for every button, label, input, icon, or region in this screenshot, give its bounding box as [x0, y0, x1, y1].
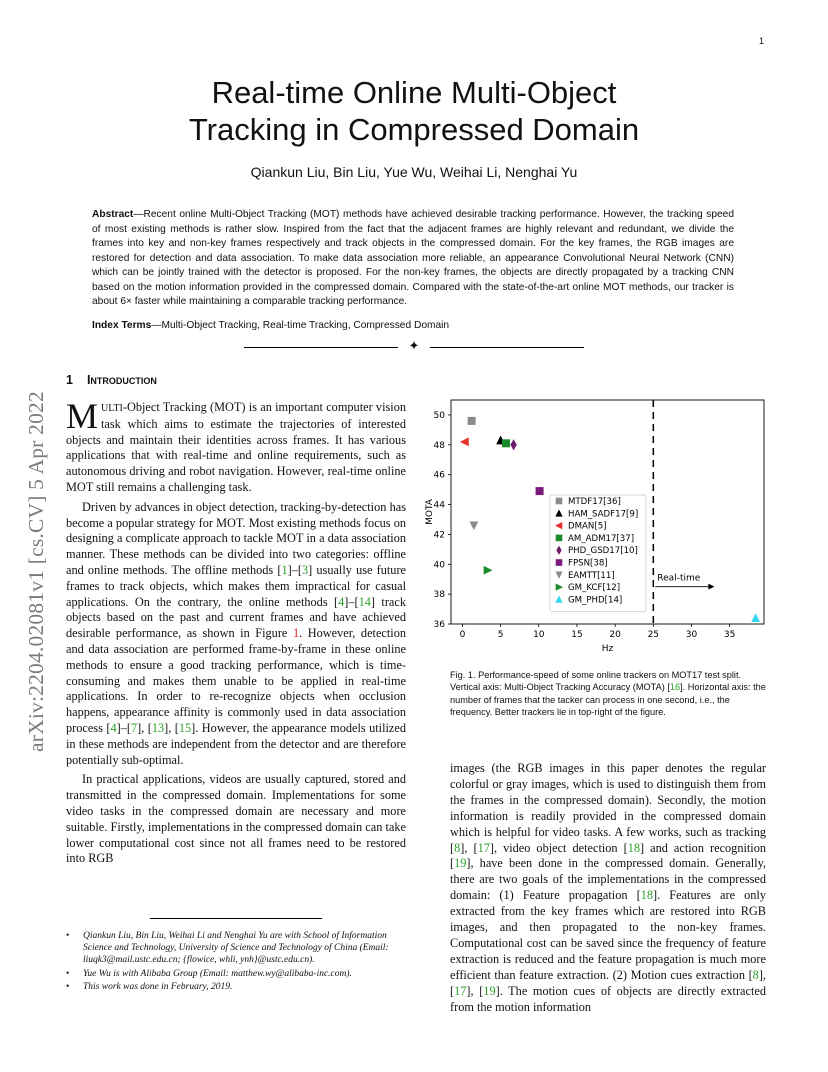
text-run: ], have been done in the compressed domain. Generally, there are two goals of the implementations in the compressed domain: (1) Feature propagation [: [450, 856, 766, 903]
legend-label: MTDF17[36]: [568, 497, 621, 507]
section-heading: [66, 373, 157, 387]
citation-link[interactable]: 4: [110, 720, 117, 735]
text-run: ], [: [137, 720, 152, 735]
y-tick-label: 44: [433, 500, 445, 511]
index-terms-label: Index Terms: [92, 320, 152, 331]
arxiv-stamp: [24, 302, 46, 752]
citation-link[interactable]: 8: [454, 840, 461, 855]
legend-label: GM_PHD[14]: [568, 595, 623, 606]
x-tick-label: 20: [609, 630, 621, 640]
footnote-text: This work was done in February, 2019.: [83, 981, 233, 992]
text-run: ], video object detection [: [489, 840, 628, 855]
page-number: 1: [758, 36, 764, 46]
text-run: ], [: [460, 840, 478, 855]
arxiv-identifier: arXiv:2204.02081v1 [cs.CV] 5 Apr 2022: [24, 391, 48, 752]
index-terms: [92, 320, 734, 331]
chart-legend: [550, 495, 646, 612]
y-tick-label: 46: [433, 470, 445, 481]
citation-link[interactable]: 17: [477, 840, 490, 855]
x-tick-label: 35: [723, 630, 736, 640]
text-run: ]. However, the appearance models utilized in these methods are independent from the detector and are therefore potentially sub-optimal.: [66, 720, 406, 767]
footnote-rule: [150, 918, 322, 919]
data-point-mtdf17-36: [468, 417, 476, 425]
intro-paragraph-1: [66, 396, 406, 496]
section-title: Introduction: [86, 373, 157, 387]
text-run: ] track objects based on the past and current frames and have achieved desirable performance, as shown in Figure: [66, 594, 406, 641]
y-tick-label: 40: [433, 560, 445, 571]
y-tick-label: 50: [433, 410, 445, 421]
text-run: ]–[: [116, 720, 131, 735]
y-tick-label: 38: [433, 590, 445, 601]
data-point-am-adm17-37: [502, 439, 510, 447]
data-point-fpsn-38: [536, 487, 544, 495]
citation-link[interactable]: 17: [454, 983, 467, 998]
legend-marker-icon: [556, 498, 563, 505]
legend-label: PHD_GSD17[10]: [568, 546, 638, 557]
y-tick-label: 42: [433, 530, 445, 541]
citation-link[interactable]: 19: [454, 856, 467, 871]
legend-label: EAMTT[11]: [568, 570, 615, 581]
legend-label: DMAN[5]: [568, 521, 607, 532]
y-tick-label: 36: [433, 620, 445, 630]
data-point-eamtt-11: [470, 521, 479, 530]
citation-link[interactable]: 7: [130, 720, 138, 735]
left-column-text: [66, 396, 406, 871]
data-point-gm-phd-14: [751, 613, 760, 622]
text-run: ]. Features are only extracted from the key frames which are restored into RGB images, and then propagated to the non-key frames. Computational cost can be saved since the frequency of feature extraction is reduced and the feature propagation is much more efficient than feature extraction. (2) Motion cues extraction [: [450, 888, 766, 982]
text-run: ]–[: [287, 562, 302, 577]
citation-link[interactable]: 16: [669, 682, 681, 693]
citation-link[interactable]: 18: [627, 840, 641, 855]
bullet-icon: •: [66, 968, 70, 979]
footnote-2: [66, 968, 406, 980]
citation-link[interactable]: 3: [301, 562, 309, 577]
legend-label: FPSN[38]: [568, 558, 608, 569]
x-tick-label: 25: [647, 630, 660, 640]
footnote-text: Qiankun Liu, Bin Liu, Weihai Li and Nenghai Yu are with School of Information Science and Technology, University of Science and Technology of China (Email: liuqk3@mail.ustc.edu.cn; {flowice, whli, ynh}@ustc.edu.cn).: [83, 931, 389, 966]
intro-p1-text: -Object Tracking (MOT) is an important computer vision task which aims to estimate the trajectories of interested objects and maintain their identities across frames. It has various applications that with real-time and online requirements, such as autonomous driving and robot navigation. However, real-time online MOT still remains a challenging task.: [66, 400, 406, 494]
drop-cap-smallcaps: ULTI: [101, 403, 123, 414]
section-divider: [244, 340, 584, 354]
title-line-2: Tracking in Compressed Domain: [188, 112, 640, 147]
text-run: images (the RGB images in this paper denotes the regular colorful or gray images, which is used to distinguish them from the frames in the compressed domain). Secondly, the motion information is readily provided in the compressed domain which is helpful for video tasks. A few works, such as tracking [: [450, 761, 766, 855]
legend-label: HAM_SADF17[9]: [568, 509, 639, 520]
caption-text: ]. Horizontal axis: the number of frames that the tacker can process in one second, i.e., the frequency. Better trackers lie in top-right of the figure.: [450, 682, 766, 717]
footnotes: [66, 930, 406, 994]
citation-link[interactable]: 15: [178, 720, 192, 735]
author-list: Qiankun Liu, Bin Liu, Yue Wu, Weihai Li, Nenghai Yu: [250, 164, 578, 180]
data-point-dman-5: [460, 437, 469, 446]
footnote-text: Yue Wu is with Alibaba Group (Email: matthew.wy@alibaba-inc.com).: [83, 968, 352, 979]
x-tick-label: 30: [685, 630, 698, 640]
citation-link[interactable]: 8: [752, 967, 759, 982]
real-time-label: Real-time: [657, 573, 701, 584]
data-point-gm-kcf-12: [484, 566, 493, 575]
abstract-text: —Recent online Multi-Object Tracking (MOT) methods have achieved desirable tracking performance. However, the tracking speed of most existing methods is rather slow. Inspired from the fact that the adjacent frames are highly relevant and redundant, we divide the frames into key and non-key frames respectively and track objects in the compressed domain. For the key frames, the RGB images are restored for detection and data association. To make data association more reliable, an appearance Convolutional Neural Network (CNN) which can be jointly trained with the detector is proposed. For the non-key frames, the objects are directly propagated by a tracking CNN based on the motion information provided in the compressed domain. Compared with the state-of-the-art online MOT methods, our tracker is about 6× faster while maintaining a comparable tracking performance.: [92, 209, 734, 307]
divider-line-right: [430, 347, 584, 348]
intro-paragraph-3: In practical applications, videos are usually captured, stored and transmitted in the compressed domain. Implementations for some video tasks in the compressed domain are necessary and more suitable. Firstly, implementations in the compressed domain can take lower computational cost since not all frames need to be restored into RGB: [66, 772, 406, 866]
y-tick-label: 48: [433, 440, 445, 451]
legend-label: GM_KCF[12]: [568, 583, 621, 594]
bullet-icon: •: [66, 981, 70, 992]
citation-link[interactable]: 19: [483, 983, 496, 998]
divider-star-icon: ✦: [408, 338, 420, 353]
text-run: ] and action recognition [: [450, 840, 767, 871]
text-run: ], [: [466, 983, 484, 998]
performance-speed-chart: [420, 394, 770, 662]
x-tick-label: 10: [533, 630, 545, 640]
bullet-icon: •: [66, 931, 70, 941]
x-tick-label: 5: [497, 630, 504, 640]
footnote-1: [66, 930, 406, 967]
y-axis-label: MOTA: [425, 499, 435, 525]
text-run: ], [: [164, 720, 179, 735]
title-line-1: Real-time Online Multi-Object: [211, 75, 617, 110]
data-point-phd-gsd17-10: [510, 439, 516, 450]
divider-line-left: [244, 347, 398, 348]
index-terms-text: —Multi-Object Tracking, Real-time Tracking, Compressed Domain: [151, 320, 450, 331]
citation-link[interactable]: 4: [338, 594, 345, 609]
text-run: . However, detection and data association are performed frame-by-frame in these online methods to ensure a good tracking performance, which is time-consuming and makes them unable to be applied in real-time applications. In order to re-recognize objects when occlusion happens, appearance affinity is commonly used in data association process [: [66, 626, 406, 735]
text-run: ]. The motion cues of objects are directly extracted from the motion information: [450, 983, 766, 1014]
arrow-head-icon: [708, 584, 714, 590]
citation-link[interactable]: 14: [358, 594, 371, 609]
x-tick-label: 15: [571, 630, 583, 640]
right-column-text: [450, 761, 766, 1016]
x-axis-label: Hz: [601, 644, 614, 654]
text-run: ], [: [450, 967, 766, 998]
section-number: 1: [66, 373, 73, 387]
citation-link[interactable]: 18: [640, 888, 654, 903]
legend-label: AM_ADM17[37]: [568, 533, 635, 544]
text-run: Driven by advances in object detection, tracking-by-detection has become a popular strategy for MOT. Most existing methods focus on designing a complicate approach to tackle MOT in a data association manner. These methods can be divided into two categories: offline and online methods. The offline methods [: [66, 499, 406, 577]
caption-text: Fig. 1. Performance-speed of some online trackers on MOT17 test split. Vertical axis: Multi-Object Tracking Accuracy (MOTA) [: [450, 670, 742, 693]
citation-link[interactable]: 13: [151, 720, 165, 735]
text-run: ] usually use future frames to track objects, which makes them impractical for casual applications. On the contrary, the online methods [: [66, 562, 406, 609]
x-tick-label: 0: [459, 630, 466, 640]
abstract-label: Abstract: [92, 209, 134, 220]
legend-marker-icon: [556, 559, 563, 566]
drop-cap: M: [66, 396, 99, 436]
intro-paragraph-2: [66, 500, 406, 769]
paper-title: [0, 74, 828, 148]
text-run: ]–[: [344, 594, 359, 609]
footnote-3: [66, 981, 406, 993]
figure-link[interactable]: 1: [292, 626, 300, 641]
citation-link[interactable]: 1: [281, 562, 288, 577]
legend-marker-icon: [556, 535, 563, 542]
abstract: [92, 208, 734, 310]
figure-caption: [450, 669, 766, 718]
